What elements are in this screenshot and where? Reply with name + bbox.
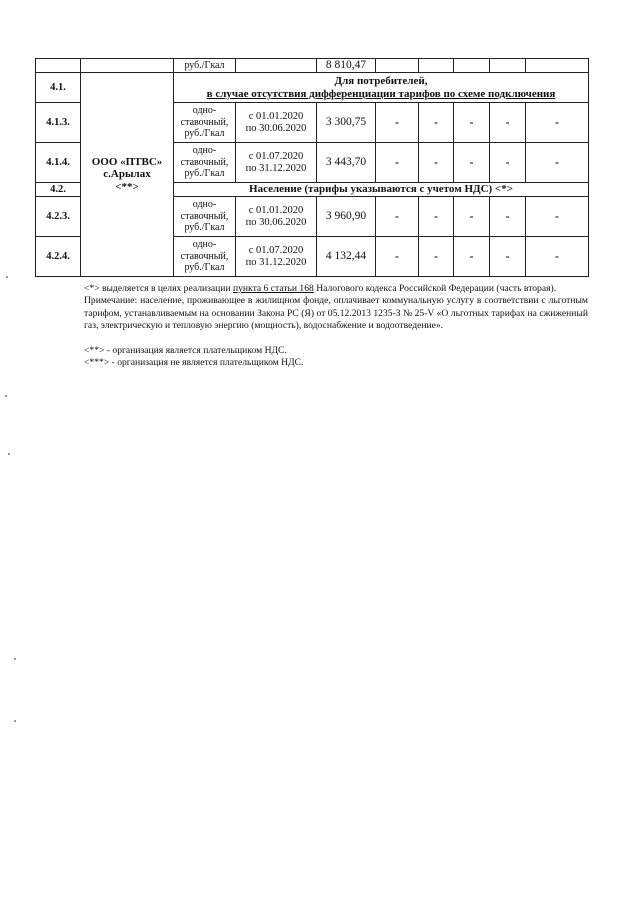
unit-cell — [174, 143, 236, 183]
section-number: 4.2. — [36, 183, 81, 197]
footnotes — [84, 283, 588, 370]
unit-cell — [174, 237, 236, 277]
unit-cell — [174, 197, 236, 237]
scan-speck — [6, 276, 8, 278]
dash-cell: - — [376, 103, 419, 143]
dash-cell: - — [454, 143, 490, 183]
scan-speck — [8, 453, 10, 455]
dash-cell: - — [376, 237, 419, 277]
period-end: по 30.06.2020 — [245, 216, 307, 228]
unit-line: одно- — [192, 145, 217, 157]
section-title: Население (тарифы указываются с учетом НДС) <*> — [174, 183, 589, 197]
vat-payer-note: <**> - организация является плательщиком НДС. — [84, 344, 287, 356]
empty-cell — [36, 59, 81, 73]
dash-cell: - — [419, 103, 454, 143]
period-start: с 01.07.2020 — [248, 150, 304, 162]
unit-line: руб./Гкал — [184, 262, 225, 274]
price-cell: 8 810,47 — [317, 59, 376, 73]
scan-speck — [14, 720, 16, 722]
organization-name: ООО «ПТВС» — [91, 155, 163, 168]
period-start: с 01.01.2020 — [248, 204, 304, 216]
row-number: 4.1.3. — [36, 103, 81, 143]
section-header-row — [36, 73, 589, 103]
period-start: с 01.07.2020 — [248, 244, 304, 256]
section-title — [174, 73, 589, 103]
section-number: 4.1. — [36, 73, 81, 103]
vat-footnote-text: <*> выделяется в целях реализации — [84, 283, 233, 294]
unit-line: ставочный, — [180, 210, 229, 222]
unit-line: руб./Гкал — [184, 168, 225, 180]
dash-cell: - — [490, 237, 526, 277]
period-end: по 31.12.2020 — [245, 256, 307, 268]
vat-footnote — [84, 283, 588, 295]
unit-line: руб./Гкал — [184, 222, 225, 234]
unit-line: руб./Гкал — [184, 128, 225, 140]
tax-code-article-link[interactable]: пункта 6 статьи 168 — [232, 283, 314, 294]
dash-cell: - — [419, 197, 454, 237]
unit-line: ставочный, — [180, 116, 229, 128]
non-vat-payer-note: <***> - организация не является плательщиком НДС. — [84, 357, 304, 369]
dash-cell: - — [454, 103, 490, 143]
organization-village: с.Арылах — [103, 168, 151, 181]
period-cell — [236, 143, 317, 183]
dash-cell: - — [376, 197, 419, 237]
dash-cell: - — [526, 143, 589, 183]
period-start: с 01.01.2020 — [248, 110, 304, 122]
unit-cell — [174, 103, 236, 143]
period-cell — [236, 237, 317, 277]
empty-cell — [490, 59, 526, 73]
unit-cell: руб./Гкал — [174, 59, 236, 73]
dash-cell: - — [419, 237, 454, 277]
row-number: 4.1.4. — [36, 143, 81, 183]
table-row — [36, 59, 589, 73]
dash-cell: - — [490, 197, 526, 237]
empty-cell — [454, 59, 490, 73]
dash-cell: - — [490, 143, 526, 183]
unit-line: одно- — [192, 239, 217, 251]
dash-cell: - — [526, 237, 589, 277]
empty-cell — [236, 59, 317, 73]
unit-line: ставочный, — [180, 156, 229, 168]
vat-footnote-text: Налогового кодекса Российской Федерации (часть вторая). — [313, 283, 557, 294]
dash-cell: - — [419, 143, 454, 183]
dash-cell: - — [454, 237, 490, 277]
row-number: 4.2.3. — [36, 197, 81, 237]
period-cell — [236, 197, 317, 237]
dash-cell: - — [490, 103, 526, 143]
dash-cell: - — [526, 197, 589, 237]
section-title-line2: в случае отсутствия дифференциации тарифов по схеме подключения — [206, 87, 556, 100]
population-note: Примечание: население, проживающее в жилищном фонде, оплачивает коммунальную услугу в соответствии с льготным тарифом, устанавливаемым на основании Закона РС (Я) от 05.12.2013 1235-З № 25-V «О льготных тарифах на сжиженный газ, электрическую и тепловую энергию (мощность), водоснабжение и водоотведение». — [84, 295, 588, 332]
tariff-table — [35, 58, 589, 277]
organization-vat-mark: <**> — [115, 181, 139, 194]
unit-line: одно- — [192, 199, 217, 211]
empty-cell — [419, 59, 454, 73]
dash-cell: - — [376, 143, 419, 183]
unit-line: одно- — [192, 105, 217, 117]
price-cell: 3 443,70 — [317, 143, 376, 183]
section-title-line1: Для потребителей, — [334, 75, 428, 88]
period-cell — [236, 103, 317, 143]
empty-cell — [376, 59, 419, 73]
price-cell: 3 300,75 — [317, 103, 376, 143]
scan-speck — [5, 395, 7, 397]
organization-cell — [81, 73, 174, 277]
dash-cell: - — [454, 197, 490, 237]
period-end: по 31.12.2020 — [245, 162, 307, 174]
empty-cell — [81, 59, 174, 73]
price-cell: 4 132,44 — [317, 237, 376, 277]
row-number: 4.2.4. — [36, 237, 81, 277]
dash-cell: - — [526, 103, 589, 143]
price-cell: 3 960,90 — [317, 197, 376, 237]
empty-cell — [526, 59, 589, 73]
period-end: по 30.06.2020 — [245, 122, 307, 134]
unit-line: ставочный, — [180, 250, 229, 262]
scan-speck — [14, 658, 16, 660]
